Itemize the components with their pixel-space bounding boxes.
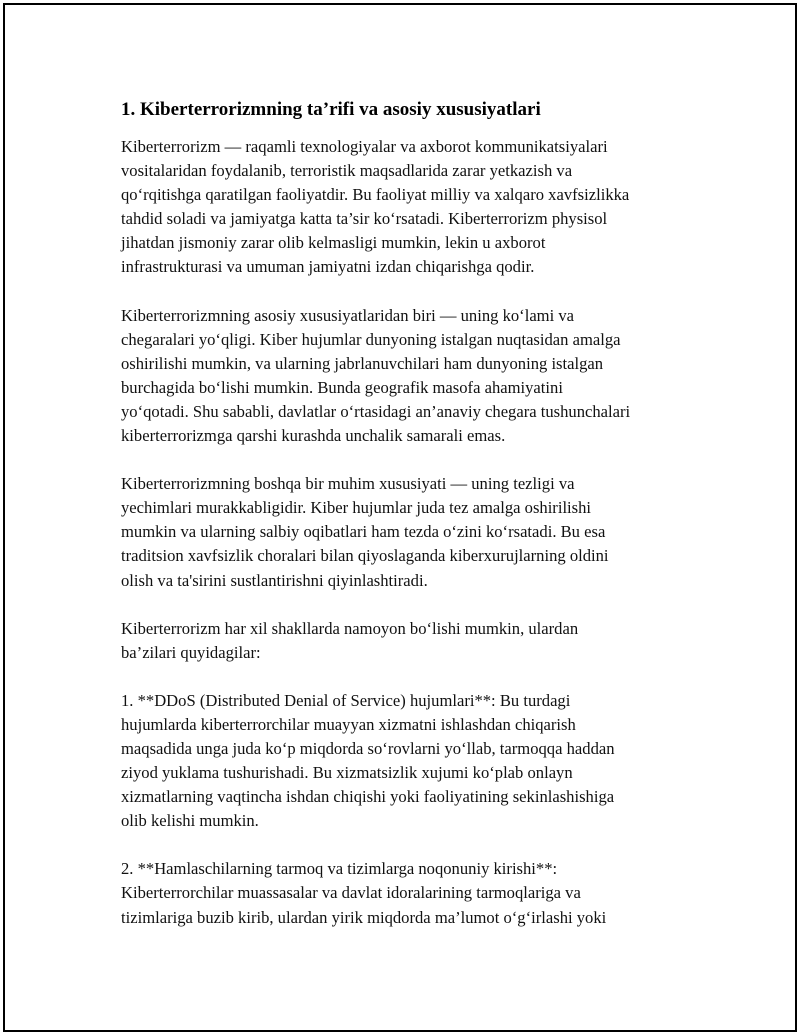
section-heading: 1. Kiberterrorizmning ta’rifi va asosiy xususiyatlari <box>121 99 541 120</box>
paragraph-borderless: Kiberterrorizmning asosiy xususiyatlaridan biri — uning ko‘lami va chegaralari yo‘qligi. Kiber hujumlar dunyoning istalgan nuqtasidan amalga oshirilishi mumkin, va ularning jabrlanuvchilari ham dunyoning istalgan burchagida bo‘lishi mumkin. Bunda geografik masofa ahamiyatini yo‘qotadi. Shu sababli, davlatlar o‘rtasidagi an’anaviy chegara tushunchalari kiberterrorizmga qarshi kurashda unchalik samarali emas. <box>121 305 631 446</box>
paragraph-forms-intro: Kiberterrorizm har xil shakllarda namoyon bo‘lishi mumkin, ulardan ba’zilari quyidagilar: <box>121 618 579 662</box>
list-item-ddos: 1. **DDoS (Distributed Denial of Service) hujumlari**: Bu turdagi hujumlarda kiberterrorchilar muayyan xizmatni ishlashdan chiqarish maqsadida unga juda ko‘p miqdorda so‘rovlarni yo‘llab, tarmoqqa haddan ziyod yuklama tushurishadi. Bu xizmatsizlik xujumi ko‘plab onlayn xizmatlarning vaqtincha ishdan chiqishi yoki faoliyatining sekinlashishiga olib kelishi mumkin. <box>121 690 615 831</box>
list-item-intrusion: 2. **Hamlaschilarning tarmoq va tizimlarga noqonuniy kirishi**: Kiberterrorchilar muassasalar va davlat idoralarining tarmoqlariga va tizimlariga buzib kirib, ulardan yirik miqdorda ma’lumot o‘g‘irlashi yoki <box>121 859 607 927</box>
paragraph-definition: Kiberterrorizm — raqamli texnologiyalar va axborot kommunikatsiyalari vositalaridan foydalanib, terroristik maqsadlarida zarar yetkazish va qo‘rqitishga qaratilgan faoliyatdir. Bu faoliyat milliy va xalqaro xavfsizlikka tahdid soladi va jamiyatga katta ta’sir ko‘rsatadi. Kiberterrorizm physisol jihatdan jismoniy zarar olib kelmasligi mumkin, lekin u axborot infrastrukturasi va umuman jamiyatni izdan chiqarishga qodir. <box>121 137 630 277</box>
document-page <box>3 3 797 1032</box>
document-body <box>121 97 701 954</box>
paragraph-speed: Kiberterrorizmning boshqa bir muhim xususiyati — uning tezligi va yechimlari murakkabligidir. Kiber hujumlar juda tez amalga oshirilishi mumkin va ularning salbiy oqibatlari ham tezda o‘zini ko‘rsatadi. Bu esa traditsion xavfsizlik choralari bilan qiyoslaganda kiberxurujlarning oldini olish va ta'sirini sustlantirishni qiyinlashtiradi. <box>121 474 609 590</box>
